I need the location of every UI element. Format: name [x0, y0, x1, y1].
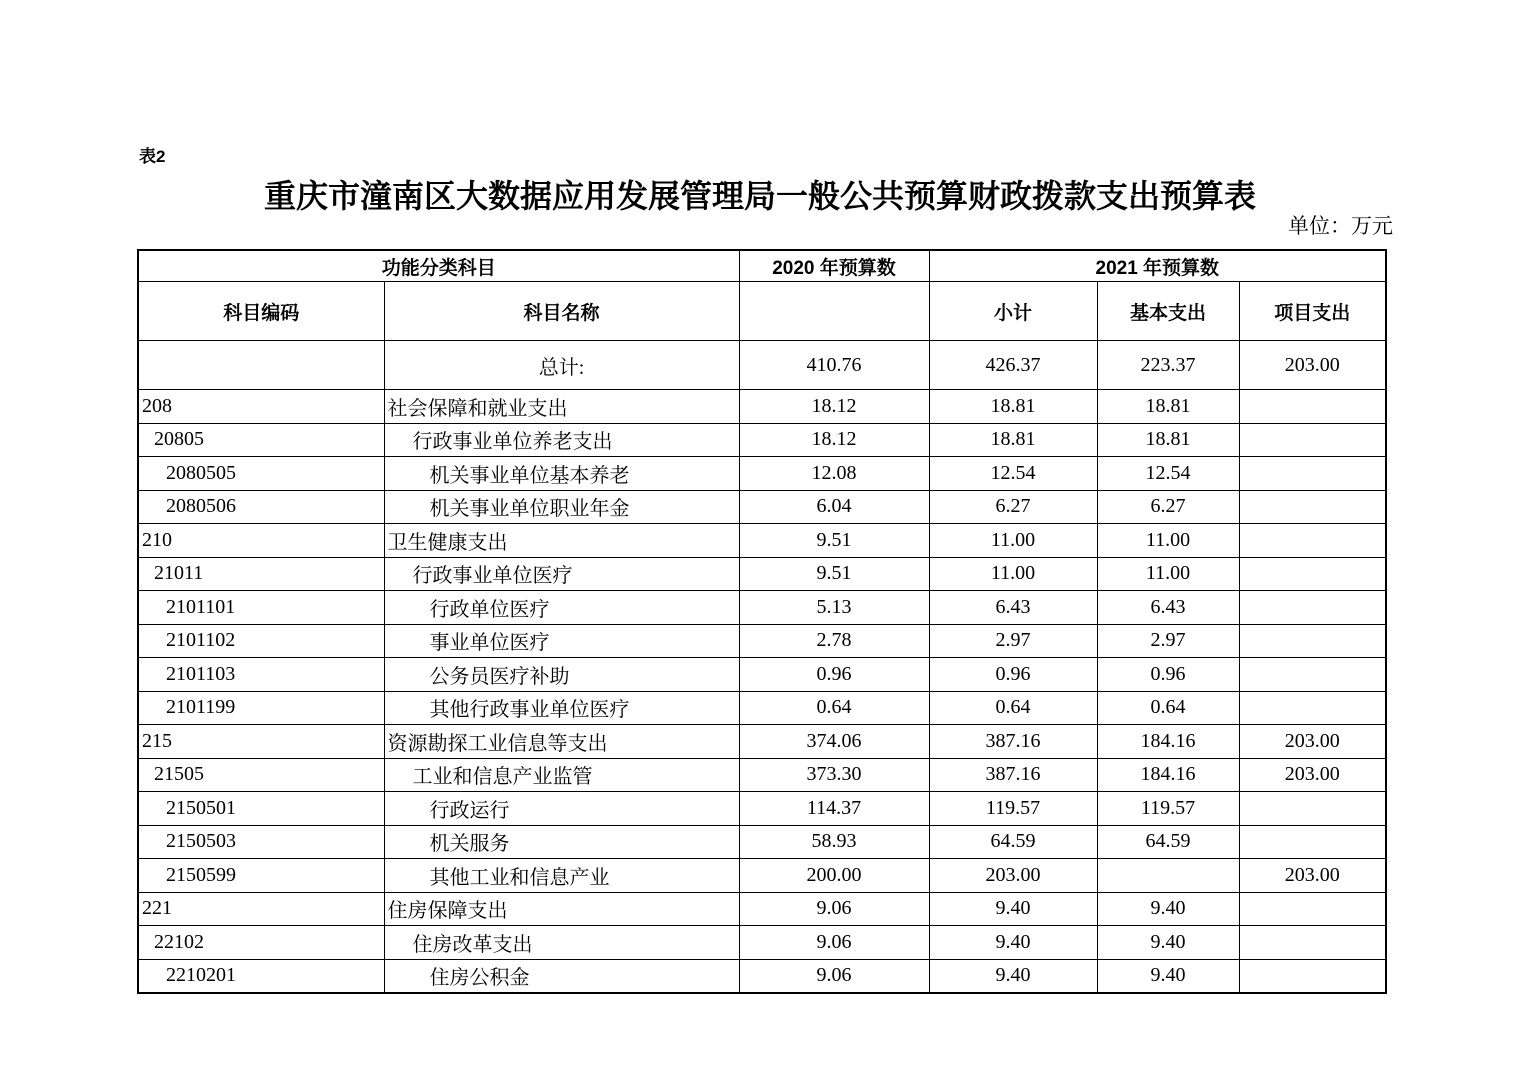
cell-2021-subtotal: 9.40 [929, 959, 1097, 993]
cell-2021-basic [1097, 859, 1239, 893]
cell-subject-code: 2101199 [138, 691, 384, 725]
cell-2021-subtotal: 11.00 [929, 557, 1097, 591]
cell-2021-basic: 6.43 [1097, 591, 1239, 625]
cell-subject-name: 机关事业单位职业年金 [384, 490, 739, 524]
cell-2020-budget: 2.78 [739, 624, 929, 658]
cell-2020-budget: 114.37 [739, 792, 929, 826]
cell-subject-name: 其他行政事业单位医疗 [384, 691, 739, 725]
cell-2020-budget: 9.51 [739, 557, 929, 591]
cell-2021-subtotal: 2.97 [929, 624, 1097, 658]
cell-2021-basic: 184.16 [1097, 758, 1239, 792]
cell-subject-name: 行政运行 [384, 792, 739, 826]
page-title: 重庆市潼南区大数据应用发展管理局一般公共预算财政拨款支出预算表 [263, 178, 1256, 214]
cell-subject-code: 21505 [138, 758, 384, 792]
cell-2021-project: 203.00 [1239, 341, 1386, 390]
header-basic-expenditure: 基本支出 [1097, 282, 1239, 341]
budget-table [137, 249, 1387, 994]
cell-2021-basic: 119.57 [1097, 792, 1239, 826]
cell-2021-basic: 64.59 [1097, 825, 1239, 859]
cell-subject-code: 221 [138, 892, 384, 926]
header-project-expenditure: 项目支出 [1239, 282, 1386, 341]
header-function-group: 功能分类科目 [138, 250, 739, 282]
cell-2021-subtotal: 9.40 [929, 926, 1097, 960]
budget-table-body [138, 341, 1386, 994]
header-2020-budget: 2020 年预算数 [739, 250, 929, 282]
header-2021-budget: 2021 年预算数 [929, 250, 1386, 282]
cell-2021-project [1239, 892, 1386, 926]
unit-note: 单位：万元 [1288, 214, 1393, 238]
cell-subject-code: 2101103 [138, 658, 384, 692]
cell-2021-subtotal: 6.43 [929, 591, 1097, 625]
cell-2021-subtotal: 11.00 [929, 524, 1097, 558]
table-row [138, 591, 1386, 625]
cell-subject-name: 住房保障支出 [384, 892, 739, 926]
cell-subject-code: 20805 [138, 423, 384, 457]
cell-subject-code: 2150599 [138, 859, 384, 893]
cell-subject-name: 行政事业单位医疗 [384, 557, 739, 591]
header-2020-spacer [739, 282, 929, 341]
cell-2021-subtotal: 426.37 [929, 341, 1097, 390]
cell-2021-project [1239, 825, 1386, 859]
cell-2021-project: 203.00 [1239, 859, 1386, 893]
cell-2021-project [1239, 926, 1386, 960]
cell-subject-name: 行政事业单位养老支出 [384, 423, 739, 457]
cell-2021-basic: 12.54 [1097, 457, 1239, 491]
cell-subject-code: 2150503 [138, 825, 384, 859]
cell-2021-basic: 223.37 [1097, 341, 1239, 390]
cell-2021-basic: 2.97 [1097, 624, 1239, 658]
cell-2020-budget: 0.64 [739, 691, 929, 725]
cell-2020-budget: 9.06 [739, 892, 929, 926]
cell-2021-project [1239, 658, 1386, 692]
cell-2020-budget: 58.93 [739, 825, 929, 859]
table-row [138, 825, 1386, 859]
cell-2021-subtotal: 203.00 [929, 859, 1097, 893]
table-row [138, 758, 1386, 792]
table-row [138, 959, 1386, 993]
cell-2021-subtotal: 64.59 [929, 825, 1097, 859]
cell-2021-basic: 11.00 [1097, 557, 1239, 591]
cell-subject-code: 2101102 [138, 624, 384, 658]
header-subtotal: 小计 [929, 282, 1097, 341]
cell-2021-project [1239, 591, 1386, 625]
cell-2021-project [1239, 490, 1386, 524]
cell-2021-project [1239, 557, 1386, 591]
table-row [138, 457, 1386, 491]
cell-subject-name: 住房公积金 [384, 959, 739, 993]
cell-subject-name: 机关事业单位基本养老 [384, 457, 739, 491]
table-row [138, 524, 1386, 558]
cell-subject-code: 2150501 [138, 792, 384, 826]
cell-subject-name: 总计: [384, 341, 739, 390]
header-subject-name: 科目名称 [384, 282, 739, 341]
cell-2021-subtotal: 18.81 [929, 390, 1097, 424]
cell-subject-name: 行政单位医疗 [384, 591, 739, 625]
table-row [138, 423, 1386, 457]
table-row [138, 926, 1386, 960]
table-row [138, 859, 1386, 893]
cell-2021-basic: 9.40 [1097, 926, 1239, 960]
cell-2021-project [1239, 959, 1386, 993]
cell-subject-name: 卫生健康支出 [384, 524, 739, 558]
header-row-groups [138, 250, 1386, 282]
table-row [138, 792, 1386, 826]
cell-2020-budget: 12.08 [739, 457, 929, 491]
cell-2020-budget: 374.06 [739, 725, 929, 759]
cell-2021-subtotal: 9.40 [929, 892, 1097, 926]
table-row [138, 725, 1386, 759]
header-subject-code: 科目编码 [138, 282, 384, 341]
cell-2020-budget: 373.30 [739, 758, 929, 792]
table-row [138, 390, 1386, 424]
cell-2021-subtotal: 387.16 [929, 725, 1097, 759]
cell-2021-project [1239, 524, 1386, 558]
cell-subject-code: 22102 [138, 926, 384, 960]
header-row-columns [138, 282, 1386, 341]
cell-subject-name: 其他工业和信息产业 [384, 859, 739, 893]
cell-2021-basic: 0.64 [1097, 691, 1239, 725]
cell-subject-code [138, 341, 384, 390]
cell-2020-budget: 0.96 [739, 658, 929, 692]
cell-subject-code: 2101101 [138, 591, 384, 625]
cell-2021-basic: 18.81 [1097, 423, 1239, 457]
cell-2021-subtotal: 12.54 [929, 457, 1097, 491]
cell-2021-subtotal: 6.27 [929, 490, 1097, 524]
cell-subject-name: 住房改革支出 [384, 926, 739, 960]
cell-2020-budget: 9.06 [739, 959, 929, 993]
table-row [138, 892, 1386, 926]
cell-2020-budget: 18.12 [739, 423, 929, 457]
cell-subject-name: 社会保障和就业支出 [384, 390, 739, 424]
cell-2020-budget: 9.06 [739, 926, 929, 960]
table-row [138, 658, 1386, 692]
cell-2021-project [1239, 792, 1386, 826]
cell-subject-name: 机关服务 [384, 825, 739, 859]
cell-2021-project [1239, 457, 1386, 491]
cell-subject-code: 2210201 [138, 959, 384, 993]
table-row [138, 490, 1386, 524]
cell-2020-budget: 18.12 [739, 390, 929, 424]
table-row [138, 557, 1386, 591]
budget-table-header [138, 250, 1386, 341]
cell-2021-basic: 11.00 [1097, 524, 1239, 558]
total-row [138, 341, 1386, 390]
cell-2021-subtotal: 0.64 [929, 691, 1097, 725]
cell-2021-project [1239, 390, 1386, 424]
cell-2020-budget: 6.04 [739, 490, 929, 524]
cell-2021-subtotal: 18.81 [929, 423, 1097, 457]
cell-subject-code: 2080506 [138, 490, 384, 524]
cell-subject-name: 工业和信息产业监管 [384, 758, 739, 792]
table-row [138, 691, 1386, 725]
cell-2021-project [1239, 691, 1386, 725]
cell-2020-budget: 200.00 [739, 859, 929, 893]
cell-2021-project [1239, 423, 1386, 457]
cell-2021-project: 203.00 [1239, 758, 1386, 792]
cell-2021-basic: 184.16 [1097, 725, 1239, 759]
cell-subject-code: 215 [138, 725, 384, 759]
cell-2021-project: 203.00 [1239, 725, 1386, 759]
cell-subject-code: 210 [138, 524, 384, 558]
cell-subject-name: 事业单位医疗 [384, 624, 739, 658]
cell-subject-code: 21011 [138, 557, 384, 591]
cell-2021-basic: 18.81 [1097, 390, 1239, 424]
cell-2021-basic: 9.40 [1097, 959, 1239, 993]
cell-2021-subtotal: 119.57 [929, 792, 1097, 826]
cell-2021-basic: 0.96 [1097, 658, 1239, 692]
table-number-label: 表2 [139, 147, 166, 166]
cell-subject-code: 208 [138, 390, 384, 424]
cell-2021-subtotal: 387.16 [929, 758, 1097, 792]
cell-subject-name: 资源勘探工业信息等支出 [384, 725, 739, 759]
cell-subject-name: 公务员医疗补助 [384, 658, 739, 692]
cell-2021-basic: 6.27 [1097, 490, 1239, 524]
cell-2020-budget: 9.51 [739, 524, 929, 558]
cell-2021-subtotal: 0.96 [929, 658, 1097, 692]
cell-2020-budget: 410.76 [739, 341, 929, 390]
cell-2021-project [1239, 624, 1386, 658]
cell-subject-code: 2080505 [138, 457, 384, 491]
cell-2021-basic: 9.40 [1097, 892, 1239, 926]
cell-2020-budget: 5.13 [739, 591, 929, 625]
table-row [138, 624, 1386, 658]
